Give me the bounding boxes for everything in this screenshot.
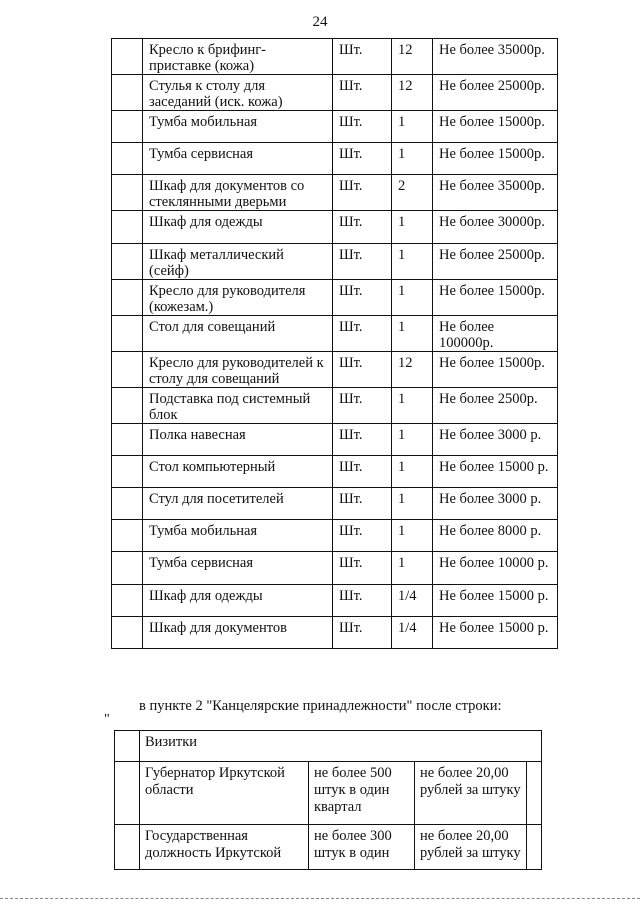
table-row (112, 143, 558, 175)
item-price: Не более 3000 р. (433, 487, 558, 519)
row-empty-cell (112, 175, 143, 211)
table-row (112, 584, 558, 616)
table-row (112, 351, 558, 387)
item-unit: Шт. (333, 520, 392, 552)
item-price: Не более 35000р. (433, 175, 558, 211)
table-row (112, 175, 558, 211)
item-quantity: 1/4 (392, 616, 433, 648)
table-row (112, 75, 558, 111)
item-unit: Шт. (333, 211, 392, 243)
row-empty-cell (112, 584, 143, 616)
item-name: Тумба мобильная (143, 111, 333, 143)
row-empty-cell (112, 315, 143, 351)
table-row (112, 211, 558, 243)
table2-quantity: не более 500 штук в один квартал (309, 762, 415, 825)
item-unit: Шт. (333, 423, 392, 455)
item-quantity: 1 (392, 552, 433, 584)
row-empty-cell (112, 423, 143, 455)
table2-empty-cell (115, 825, 140, 870)
item-quantity: 1 (392, 455, 433, 487)
table2-empty-cell (527, 825, 542, 870)
item-name: Шкаф металлический (сейф) (143, 243, 333, 279)
item-price: Не более 10000 р. (433, 552, 558, 584)
item-quantity: 1 (392, 243, 433, 279)
item-name: Кресло для руководителей к столу для совещаний (143, 351, 333, 387)
page-bottom-edge (0, 898, 640, 899)
item-name: Стулья к столу для заседаний (иск. кожа) (143, 75, 333, 111)
row-empty-cell (112, 487, 143, 519)
item-quantity: 1 (392, 387, 433, 423)
item-name: Стол компьютерный (143, 455, 333, 487)
table-row (112, 279, 558, 315)
item-unit: Шт. (333, 584, 392, 616)
item-name: Полка навесная (143, 423, 333, 455)
row-empty-cell (112, 279, 143, 315)
table2-empty-cell (115, 731, 140, 762)
table-row (112, 111, 558, 143)
item-name: Стол для совещаний (143, 315, 333, 351)
item-name: Шкаф для одежды (143, 584, 333, 616)
row-empty-cell (112, 243, 143, 279)
item-price: Не более 15000р. (433, 351, 558, 387)
item-price: Не более 15000р. (433, 279, 558, 315)
item-price: Не более 15000 р. (433, 616, 558, 648)
table-row (112, 552, 558, 584)
item-name: Шкаф для документов (143, 616, 333, 648)
item-unit: Шт. (333, 616, 392, 648)
item-quantity: 1 (392, 111, 433, 143)
item-unit: Шт. (333, 75, 392, 111)
table-row (112, 315, 558, 351)
row-empty-cell (112, 39, 143, 75)
item-quantity: 12 (392, 75, 433, 111)
table2-price: не более 20,00 рублей за штуку (415, 762, 527, 825)
item-name: Стул для посетителей (143, 487, 333, 519)
row-empty-cell (112, 387, 143, 423)
item-name: Кресло к брифинг-приставке (кожа) (143, 39, 333, 75)
row-empty-cell (112, 75, 143, 111)
item-price: Не более 25000р. (433, 75, 558, 111)
table-row (112, 520, 558, 552)
item-unit: Шт. (333, 175, 392, 211)
item-price: Не более 15000 р. (433, 455, 558, 487)
table2-position: Государственная должность Иркутской (140, 825, 309, 870)
table2-price: не более 20,00 рублей за штуку (415, 825, 527, 870)
business-cards-table (114, 730, 542, 870)
item-name: Тумба сервисная (143, 143, 333, 175)
table-row (112, 387, 558, 423)
table-row (112, 487, 558, 519)
item-price: Не более 15000р. (433, 111, 558, 143)
item-name: Тумба мобильная (143, 520, 333, 552)
item-price: Не более 100000р. (433, 315, 558, 351)
row-empty-cell (112, 143, 143, 175)
item-unit: Шт. (333, 455, 392, 487)
item-quantity: 1/4 (392, 584, 433, 616)
row-empty-cell (112, 351, 143, 387)
item-price: Не более 35000р. (433, 39, 558, 75)
table2-row (115, 825, 542, 870)
table2-header: Визитки (140, 731, 542, 762)
item-name: Шкаф для одежды (143, 211, 333, 243)
item-quantity: 1 (392, 423, 433, 455)
row-empty-cell (112, 111, 143, 143)
item-price: Не более 25000р. (433, 243, 558, 279)
row-empty-cell (112, 552, 143, 584)
item-name: Тумба сервисная (143, 552, 333, 584)
item-price: Не более 8000 р. (433, 520, 558, 552)
item-quantity: 1 (392, 143, 433, 175)
table-row (112, 39, 558, 75)
table2-position: Губернатор Иркутской области (140, 762, 309, 825)
item-unit: Шт. (333, 387, 392, 423)
table2-empty-cell (527, 762, 542, 825)
item-price: Не более 2500р. (433, 387, 558, 423)
table2-header-row (115, 731, 542, 762)
item-unit: Шт. (333, 111, 392, 143)
table-row (112, 455, 558, 487)
item-name: Подставка под системный блок (143, 387, 333, 423)
table2-quantity: не более 300 штук в один (309, 825, 415, 870)
table-row (112, 243, 558, 279)
item-quantity: 1 (392, 520, 433, 552)
item-unit: Шт. (333, 243, 392, 279)
item-price: Не более 15000р. (433, 143, 558, 175)
furniture-table (111, 38, 558, 649)
item-quantity: 1 (392, 315, 433, 351)
item-quantity: 12 (392, 39, 433, 75)
quote-mark: " (104, 712, 110, 727)
item-unit: Шт. (333, 279, 392, 315)
item-price: Не более 30000р. (433, 211, 558, 243)
item-unit: Шт. (333, 351, 392, 387)
row-empty-cell (112, 520, 143, 552)
item-quantity: 2 (392, 175, 433, 211)
table2-empty-cell (115, 762, 140, 825)
table-row (112, 423, 558, 455)
table2-row (115, 762, 542, 825)
item-unit: Шт. (333, 315, 392, 351)
item-unit: Шт. (333, 143, 392, 175)
item-quantity: 1 (392, 211, 433, 243)
row-empty-cell (112, 616, 143, 648)
item-unit: Шт. (333, 487, 392, 519)
item-name: Кресло для руководителя (кожезам.) (143, 279, 333, 315)
item-quantity: 1 (392, 487, 433, 519)
amendment-paragraph: в пункте 2 "Канцелярские принадлежности" после строки: (139, 698, 502, 714)
item-unit: Шт. (333, 39, 392, 75)
item-unit: Шт. (333, 552, 392, 584)
item-price: Не более 15000 р. (433, 584, 558, 616)
item-quantity: 12 (392, 351, 433, 387)
item-price: Не более 3000 р. (433, 423, 558, 455)
item-quantity: 1 (392, 279, 433, 315)
table-row (112, 616, 558, 648)
page-number: 24 (312, 14, 328, 30)
row-empty-cell (112, 211, 143, 243)
row-empty-cell (112, 455, 143, 487)
item-name: Шкаф для документов со стеклянными дверьми (143, 175, 333, 211)
